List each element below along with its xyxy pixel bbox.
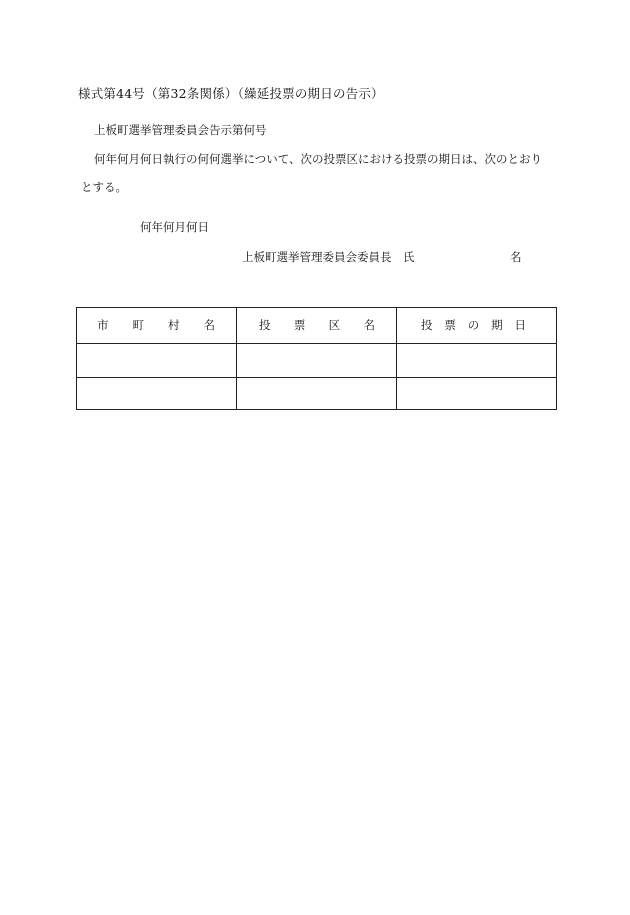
postponed-voting-table: [76, 307, 557, 410]
name-label: 名: [510, 250, 522, 264]
notice-date: 何年何月何日: [140, 220, 209, 234]
column-divider: [396, 308, 397, 409]
row-divider: [77, 343, 556, 344]
notice-body-line-2: とする。: [81, 180, 127, 194]
column-divider: [236, 308, 237, 409]
notice-body-line-1: 何年何月何日執行の何何選挙について、次の投票区における投票の期日は、次のとおり: [94, 152, 543, 166]
committee-chair-signature-line: 上板町選挙管理委員会委員長 氏: [242, 250, 415, 264]
header-voting-date: 投 票 の 期 日: [421, 317, 526, 332]
form-title: 様式第44号（第32条関係）（繰延投票の期日の告示）: [78, 86, 384, 101]
header-municipality-name: 市 町 村 名: [97, 317, 215, 332]
notice-number: 上板町選挙管理委員会告示第何号: [94, 123, 267, 137]
header-voting-district-name: 投 票 区 名: [259, 317, 375, 332]
row-divider: [77, 377, 556, 378]
